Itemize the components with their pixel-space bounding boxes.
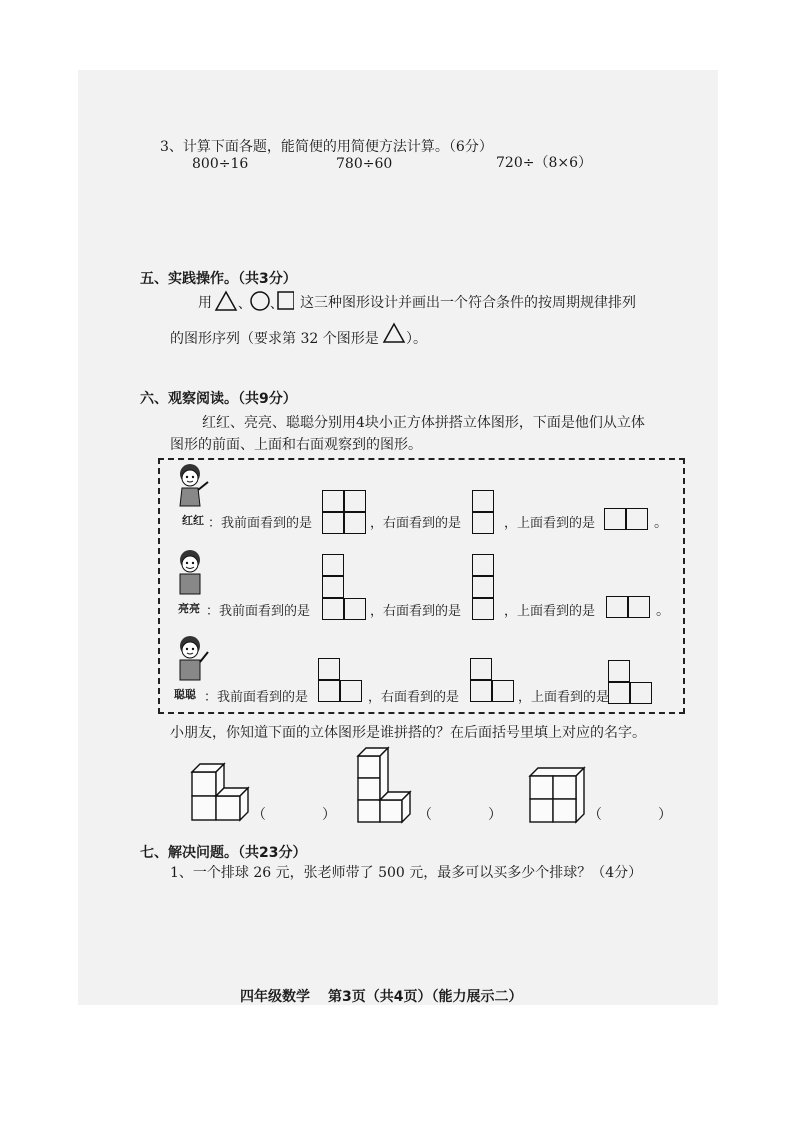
solid-2 <box>356 746 412 826</box>
kid-name-congcong: 聪聪 <box>174 688 196 701</box>
kid3-top-view <box>608 660 654 706</box>
q3-title: 3、计算下面各题，能简便的用简便方法计算。（6分） <box>160 139 493 155</box>
q3-expr-3: 720÷（8×6） <box>496 155 592 171</box>
triangle-icon <box>216 292 236 310</box>
kid1-right-view <box>472 490 496 536</box>
kid2-right-view <box>472 554 496 622</box>
kid-boy-icon <box>170 546 214 598</box>
kid-boy2-icon <box>170 632 214 684</box>
s5-line1-prefix: 用 <box>198 295 212 311</box>
answer-blank-1[interactable]: （ ） <box>252 807 336 823</box>
section-6-title: 六、观察阅读。（共9分） <box>140 391 297 407</box>
svg-text:、: 、 <box>238 297 252 312</box>
kid1-front-label: ：我前面看到的是 <box>208 516 313 531</box>
kid1-top-label: ，上面看到的是 <box>504 516 596 531</box>
kid1-end: 。 <box>654 515 668 531</box>
kid1-top-view <box>604 508 650 532</box>
s5-line2-suffix: ）。 <box>406 331 427 347</box>
s7-q1: 1、一个排球 26 元，张老师带了 500 元，最多可以买多少个排球？（4分） <box>170 865 643 881</box>
kid-name-honghong: 红红 <box>182 514 204 527</box>
svg-text:、: 、 <box>270 297 284 312</box>
answer-blank-3[interactable]: （ ） <box>588 807 672 823</box>
kid3-front-label: ：我前面看到的是 <box>204 690 309 705</box>
s5-line2-prefix: 的图形序列（要求第 32 个图形是 <box>170 331 379 347</box>
kid3-right-label: ，右面看到的是 <box>368 690 460 705</box>
kid1-right-label: ，右面看到的是 <box>370 516 462 531</box>
kid2-top-view <box>606 596 652 620</box>
section-7-title: 七、解决问题。（共23分） <box>140 845 307 861</box>
observation-box <box>158 458 685 714</box>
q3-expr-2: 780÷60 <box>336 156 393 172</box>
kid-name-liangliang: 亮亮 <box>178 602 200 615</box>
kid2-top-label: ，上面看到的是 <box>504 604 596 619</box>
s5-line1-suffix: 这三种图形设计并画出一个符合条件的按周期规律排列 <box>300 295 636 311</box>
kid2-right-label: ，右面看到的是 <box>370 604 462 619</box>
kid3-right-view <box>470 658 516 704</box>
s6-question: 小朋友，你知道下面的立体图形是谁拼搭的？在后面括号里填上对应的名字。 <box>170 725 646 741</box>
kid3-top-label: ，上面看到的是 <box>518 690 610 705</box>
kid-girl-icon <box>170 462 214 510</box>
solid-3 <box>528 766 588 824</box>
kid2-front-view <box>322 554 368 622</box>
q3-expr-1: 800÷16 <box>192 156 249 172</box>
kid2-front-label: ：我前面看到的是 <box>206 604 311 619</box>
shape-set <box>214 290 294 312</box>
kid1-front-view <box>322 490 368 536</box>
kid2-end: 。 <box>656 603 670 619</box>
kid3-front-view <box>318 658 364 704</box>
s6-intro-2: 图形的前面、上面和右面观察到的图形。 <box>170 437 422 453</box>
answer-blank-2[interactable]: （ ） <box>418 807 502 823</box>
s6-intro-1: 红红、亮亮、聪聪分别用4块小正方体拼搭立体图形，下面是他们从立体 <box>202 415 645 431</box>
section-5-title: 五、实践操作。（共3分） <box>140 271 297 287</box>
triangle-icon <box>382 322 406 344</box>
circle-icon <box>251 292 269 310</box>
solid-1 <box>190 762 250 824</box>
footer-grade: 四年级数学 <box>240 989 310 1005</box>
footer-page: 第3页（共4页）（能力展示二） <box>328 989 523 1005</box>
